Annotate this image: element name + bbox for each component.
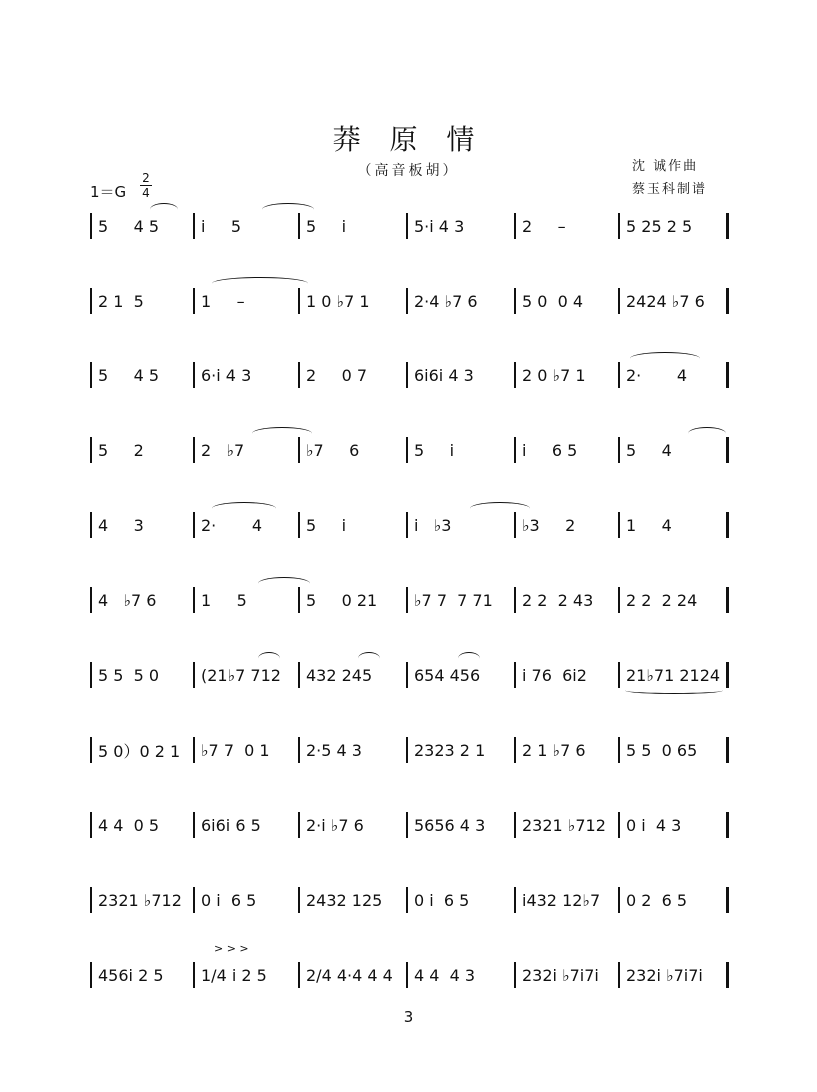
barline	[193, 213, 195, 239]
score-system	[90, 812, 726, 838]
measure: 2 0 7	[306, 365, 368, 385]
barline	[618, 662, 620, 688]
barline	[298, 512, 300, 538]
barline	[726, 437, 729, 463]
measure: 2321 ♭712	[98, 890, 182, 910]
barline	[618, 362, 620, 388]
measure: 5656 4 3	[414, 815, 486, 835]
barline	[514, 437, 516, 463]
measure: 5 4	[626, 440, 672, 460]
tie-arc	[258, 652, 280, 665]
measure: 654 456	[414, 665, 481, 685]
barline	[90, 587, 92, 613]
measure: 2 2 2 43	[522, 590, 594, 610]
measure: 1 –	[201, 291, 245, 311]
barline	[90, 213, 92, 239]
barline	[618, 887, 620, 913]
barline	[618, 288, 620, 314]
barline	[514, 288, 516, 314]
measure: ♭7 6	[306, 440, 360, 460]
measure: 232i ♭7i7i	[626, 965, 703, 985]
barline	[726, 887, 729, 913]
measure: 0 2 6 5	[626, 890, 688, 910]
barline	[618, 213, 620, 239]
composer-credit: 沈 诚作曲	[632, 159, 699, 174]
barline	[193, 587, 195, 613]
tie-arc	[458, 652, 480, 665]
measure: 0 i 4 3	[626, 815, 682, 835]
measure: 2 ♭7	[201, 440, 245, 460]
measure: i432 12♭7	[522, 890, 601, 910]
barline	[193, 288, 195, 314]
measure: 5 4 5	[98, 216, 160, 236]
barline	[726, 962, 729, 988]
time-signature	[140, 172, 152, 199]
barline	[193, 437, 195, 463]
measure: 2 –	[522, 216, 566, 236]
barline	[726, 288, 729, 314]
measure: 5 0）0 2 1	[98, 741, 181, 761]
barline	[406, 887, 408, 913]
measure: 2 1 ♭7 6	[522, 740, 586, 760]
measure: 2·i ♭7 6	[306, 815, 364, 835]
measure: 2 1 5	[98, 291, 144, 311]
barline	[90, 962, 92, 988]
barline	[193, 887, 195, 913]
measure: ♭7 7 0 1	[201, 740, 270, 760]
measure: 2321 ♭712	[522, 815, 606, 835]
barline	[90, 662, 92, 688]
barline	[618, 512, 620, 538]
score-system	[90, 587, 726, 613]
tie-arc	[262, 203, 314, 216]
measure: 5 i	[306, 216, 347, 236]
measure: 2· 4	[201, 515, 263, 535]
barline	[726, 587, 729, 613]
barline	[298, 288, 300, 314]
score-system	[90, 887, 726, 913]
measure: i 76 6i2	[522, 665, 587, 685]
measure: 5 2	[98, 440, 144, 460]
measure: 5 25 2 5	[626, 216, 693, 236]
barline	[298, 887, 300, 913]
barline	[90, 887, 92, 913]
barline	[726, 737, 729, 763]
barline	[298, 812, 300, 838]
measure: 232i ♭7i7i	[522, 965, 599, 985]
measure: 2· 4	[626, 365, 688, 385]
barline	[406, 962, 408, 988]
barline	[406, 362, 408, 388]
measure: 5·i 4 3	[414, 216, 465, 236]
barline	[726, 512, 729, 538]
barline	[298, 362, 300, 388]
barline	[90, 288, 92, 314]
barline	[193, 512, 195, 538]
key-signature: 1＝G	[90, 183, 127, 201]
measure: 5 5 5 0	[98, 665, 160, 685]
barline	[618, 587, 620, 613]
barline	[726, 812, 729, 838]
barline	[514, 362, 516, 388]
barline	[193, 812, 195, 838]
barline	[618, 737, 620, 763]
time-sig-bottom: 4	[142, 186, 150, 200]
tie-arc	[212, 277, 308, 290]
score-system	[90, 288, 726, 314]
barline	[406, 662, 408, 688]
barline	[514, 812, 516, 838]
tie-arc	[212, 502, 276, 515]
barline	[298, 662, 300, 688]
measure: 4 4 4 3	[414, 965, 476, 985]
barline	[406, 288, 408, 314]
barline	[514, 213, 516, 239]
barline	[618, 812, 620, 838]
barline	[298, 437, 300, 463]
measure: 2·5 4 3	[306, 740, 362, 760]
barline	[726, 662, 729, 688]
accent-marks: > > >	[214, 942, 249, 955]
measure: 2424 ♭7 6	[626, 291, 705, 311]
subtitle: （高音板胡）	[357, 163, 460, 179]
measure: 5 i	[306, 515, 347, 535]
measure: i 5	[201, 216, 242, 236]
barline	[90, 737, 92, 763]
measure: 1 5	[201, 590, 247, 610]
barline	[406, 812, 408, 838]
measure: 6i6i 4 3	[414, 365, 474, 385]
measure: 5 5 0 65	[626, 740, 698, 760]
barline	[90, 437, 92, 463]
score-system	[90, 737, 726, 763]
transcriber-credit: 蔡玉科制谱	[632, 182, 708, 197]
measure: 2·4 ♭7 6	[414, 291, 478, 311]
barline	[406, 587, 408, 613]
barline	[514, 662, 516, 688]
score-system	[90, 662, 726, 688]
barline	[193, 662, 195, 688]
measure: 4 ♭7 6	[98, 590, 157, 610]
page-title: 莽 原 情	[332, 123, 485, 156]
barline	[90, 362, 92, 388]
barline	[298, 737, 300, 763]
tie-arc	[470, 502, 530, 515]
time-sig-top: 2	[142, 171, 150, 185]
barline	[618, 962, 620, 988]
barline	[406, 437, 408, 463]
barline	[193, 362, 195, 388]
barline	[406, 213, 408, 239]
measure: 456i 2 5	[98, 965, 164, 985]
barline	[618, 437, 620, 463]
measure: 2/4 4·4 4 4	[306, 965, 393, 985]
measure: ♭3 2	[522, 515, 576, 535]
tie-arc	[258, 577, 310, 590]
barline	[514, 737, 516, 763]
barline	[90, 812, 92, 838]
measure: 5 0 21	[306, 590, 378, 610]
measure: 2323 2 1	[414, 740, 486, 760]
barline	[298, 587, 300, 613]
barline	[726, 213, 729, 239]
measure: 5 i	[414, 440, 455, 460]
tie-arc	[150, 203, 178, 216]
barline	[193, 962, 195, 988]
measure: 2 0 ♭7 1	[522, 365, 586, 385]
score-system	[90, 362, 726, 388]
barline	[514, 512, 516, 538]
barline	[514, 887, 516, 913]
barline	[298, 213, 300, 239]
barline	[298, 962, 300, 988]
score-system	[90, 512, 726, 538]
measure: 432 245	[306, 665, 373, 685]
measure: 1/4 i 2 5	[201, 965, 267, 985]
measure: 21♭71 2124	[626, 665, 721, 685]
measure: 1 0 ♭7 1	[306, 291, 370, 311]
barline	[90, 512, 92, 538]
barline	[514, 962, 516, 988]
page-number: 3	[403, 1008, 414, 1026]
measure: 1 4	[626, 515, 672, 535]
barline	[726, 362, 729, 388]
barline	[514, 587, 516, 613]
tie-arc	[252, 427, 312, 440]
measure: 2 2 2 24	[626, 590, 698, 610]
measure: 0 i 6 5	[201, 890, 257, 910]
tie-arc	[358, 652, 380, 665]
measure: 5 0 0 4	[522, 291, 584, 311]
measure: (21♭7 712	[201, 665, 281, 685]
measure: i ♭3	[414, 515, 452, 535]
tie-arc	[688, 427, 726, 440]
measure: ♭7 7 7 71	[414, 590, 493, 610]
wavy-underline	[625, 687, 723, 694]
measure: i 6 5	[522, 440, 578, 460]
barline	[193, 737, 195, 763]
measure: 6i6i 6 5	[201, 815, 261, 835]
measure: 2432 125	[306, 890, 383, 910]
measure: 5 4 5	[98, 365, 160, 385]
measure: 6·i 4 3	[201, 365, 252, 385]
measure: 4 4 0 5	[98, 815, 160, 835]
measure: 0 i 6 5	[414, 890, 470, 910]
tie-arc	[630, 352, 700, 365]
measure: 4 3	[98, 515, 144, 535]
barline	[406, 512, 408, 538]
score-system	[90, 437, 726, 463]
barline	[406, 737, 408, 763]
score-system	[90, 213, 726, 239]
score-system	[90, 962, 726, 988]
